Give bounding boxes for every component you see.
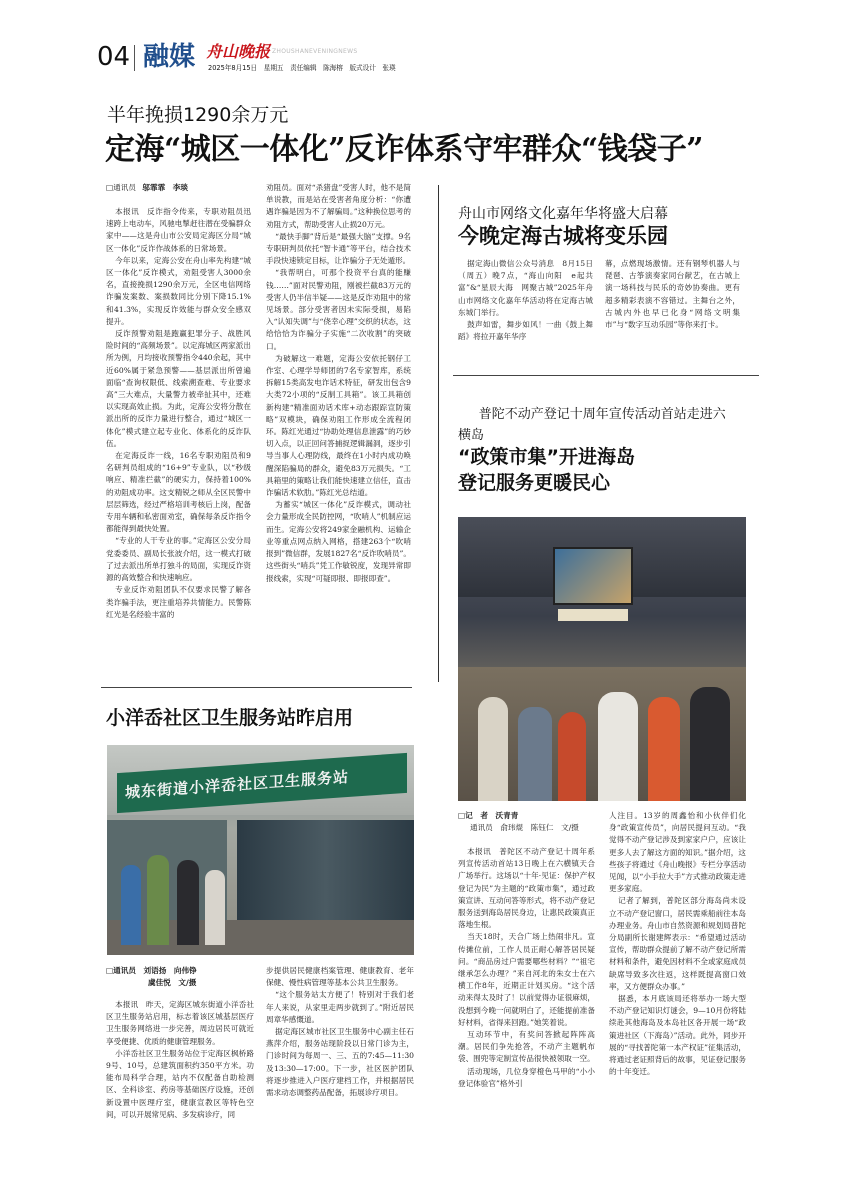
article4-byline-line-1: □通讯员 刘语扬 向伟铮: [106, 966, 197, 975]
article4-byline-line-2: 虞佳悦 文/摄: [148, 978, 197, 987]
person-d: [205, 870, 225, 945]
lead-kicker: 半年挽损1290余万元: [107, 104, 289, 126]
article3-kicker: 普陀不动产登记十周年宣传活动首站走进六横岛: [458, 407, 726, 443]
section-name: 融媒: [143, 42, 196, 72]
article4-col2-para-2: “这个服务站太方便了！特别对于我们老年人来说，从家里走两步就到了。”附近居民周章华感慨道。: [266, 990, 414, 1024]
person-5: [648, 697, 680, 801]
lead-column-1: [106, 206, 251, 621]
lead-col1-para-3: 反诈预警劝阻是跑赢犯罪分子、战胜风险时间的“高频场景”。以定海城区两家派出所为例，月均接收预警指令440余起，其中近60%属于紧急预警——基层派出所曾遍面临“查询权限低、线索溯查难、专业要求高”三大难点，大量警力被牵扯其中，还难以实现高效止损。为此，定海公安将分散在派出所的反诈力量进行整合，通过“城区一体化”模式建立起专业化、体系化的反诈队伍。: [106, 329, 251, 448]
column-divider-vertical: [438, 185, 439, 682]
lead-col2-para-4: 为破解这一难题，定海公安依托钢仔工作室、心理学导师团的7名专家智库，系统拆解15类高发电诈话术特征，研发出包含9大类72小项的“反制工具箱”。该工具箱创新构建“精准面劝话术库+动态跟踪宣防策略”双模块，确保劝阻工作形成全流程闭环。陈红光通过“协助处理信息泄露”的巧妙切入点，以正回问答捕捉逻辑漏洞，逐步引导当事人心理防线，最终在1小时内成功唤醒深陷骗局的群众，避免83万元损失。“工具箱里的策略让我们能快速建立信任，直击诈骗话术软肋。”陈红光总结道。: [266, 353, 411, 498]
article4-headline: 小洋岙社区卫生服务站昨启用: [106, 707, 354, 729]
lead-col1-para-1: 本报讯 反诈指令传来，专职劝阻员迅速跨上电动车，风驰电掣赶往潜在受骗群众家中——这是舟山市公安局定海区分局“城区一体化”反诈作战体系的日常场景。: [106, 207, 251, 253]
article3-byline: [458, 810, 598, 834]
lead-col1-para-2: 今年以来，定海公安在舟山率先构建“城区一体化”反诈模式，劝阻受害人3000余名，直接挽损1290余万元，全区电信网络诈骗发案数、案损数同比分别下降15.1%和41.3%，实现反诈效能与群众安全感双提升。: [106, 255, 251, 326]
lead-byline: [106, 182, 188, 194]
mall-sign: [558, 609, 628, 621]
byline-role: □通讯员: [106, 183, 136, 192]
article4-photo: [107, 745, 414, 955]
person-c: [177, 860, 199, 945]
article3-col2-para-3: 据悉，本月底该局还将举办一场大型不动产登记知识灯谜会，9—10月份将陆续赴其他海岛及本岛社区各开展一场“政策进社区（下海岛）”活动。此外，同步开展的“寻找普陀第一本产权证”征集活动，将通过老证照背后的故事，见证登记服务的十年变迁。: [609, 994, 746, 1077]
person-a: [121, 865, 141, 945]
clinic-sign-text: 城东街道小洋岙社区卫生服务站: [125, 767, 350, 802]
person-2: [518, 707, 552, 801]
person-b: [147, 855, 169, 945]
article2-col1-para-1: 据定海山微信公众号消息 8月15日（周五）晚7点，“海山向阳 e起共富”&“星辰大海 网聚古城”2025年舟山市网络文化嘉年华活动将在定海古城东城门举行。: [458, 259, 593, 317]
glass-doors: [237, 820, 414, 920]
article3-col2-para-2: 记者了解到，普陀区部分海岛尚未设立不动产登记窗口，居民需乘船前往本岛办理业务。舟山市自然资源和规划局普陀分局副所长谢建辉表示：“希望通过活动宣传，帮助群众提前了解不动产登记所需材料和条件，避免因材料不全或家庭成员缺席导致多次往返，这样既提高窗口效率，又方便群众办事。”: [609, 896, 746, 991]
article4-col2-para-3: 据定海区城市社区卫生服务中心副主任石燕萍介绍，服务站现阶段以日常门诊为主，门诊时间为每周一、三、五的7:45—11:30及13:30—17:00。下一步，社区医护团队将逐步推进入户医疗建档工作，并根据居民需求动态调整药品配备，拓展诊疗项目。: [266, 1027, 414, 1098]
lead-col1-para-6: 专业反诈劝阻团队不仅要求民警了解各类诈骗手法，更注重培养共情能力。民警陈红光是名经验丰富的: [106, 585, 251, 619]
article3-photo: [458, 517, 746, 801]
article2-divider: [453, 375, 759, 376]
byline-names: 邬霏霏 李琰: [142, 183, 188, 192]
person-4: [598, 692, 638, 801]
article4-column-1: [106, 999, 254, 1121]
person-6: [690, 687, 730, 801]
article2-column-2: [605, 258, 740, 331]
article3-col1-para-1: 本报讯 普陀区不动产登记十周年系列宣传活动首站13日晚上在六横镇天合广场举行。这场以“十年·见证：保护产权登记为民”为主题的“政策市集”，通过政策宣讲、互动问答等形式，将不动产登记服务送到海岛居民身边，让惠民政策真正落地生根。: [458, 847, 595, 930]
person-3: [558, 712, 586, 801]
article3-col2-para-1: 人注目。13岁的周鑫怡和小伙伴们化身“政策宣传员”，向居民提问互动。“我觉得不动产登记涉及到家家户户，应该让更多人去了解这方面的知识。”据介绍，这些孩子将通过《舟山晚报》专栏分享活动见闻，以“小手拉大手”方式推动政策走进更多家庭。: [609, 811, 746, 894]
paper-logo: 舟山晚报: [206, 42, 271, 61]
lead-col2-para-3: “我帮明白，可那个投资平台真的能赚钱……”面对民警劝阻，刚被拦截83万元的受害人仍半信半疑——这是反诈劝阻中的常见场景。部分受害者因未实际受损，易陷入“认知失调”与“侥幸心理”交织的状态，这给恰恰为诈骗分子实施“二次收割”的突破口。: [266, 268, 411, 351]
article3-byline-line-1: □记 者 沃青青: [458, 811, 519, 820]
lead-col1-para-4: 在定海反诈一线，16名专职劝阻员和9名研判员组成的“16+9”专业队，以“秒级响应、精准拦截”的硬实力，保持着100%的劝阻成功率。这支精锐之师从全区民警中层层筛选，经过严格培训考核后上岗，配备专用车辆和私密面劝室，确保每条反诈指令都能得到最快处置。: [106, 451, 251, 534]
lead-col2-para-5: 为蓄实“城区一体化”反诈模式，调动社会力量形成全民防控网，“吹哨人”机制应运而生。定海公安将249家金融机构、运输企业等重点网点纳入网格，搭建263个“吹哨报到”微信群，发展1827名“反诈吹哨员”。这些街头“哨兵”凭工作敏锐度，发现异常即报线索，实现“可疑即报、即报即查”。: [266, 500, 411, 583]
article3-col1-para-2: 当天18时，天合广场上热闹非凡。宣传摊位前，工作人员正耐心解答居民疑问。“商品房过户需要哪些材料？”“祖宅继承怎么办理？”来自河北的朱女士在六横工作8年，近期正计划买房。“这个活动来得太及时了！以前觉得办证很麻烦，没想到今晚一问就明白了，还能提前准备好材料，省得来回跑。”她笑着说。: [458, 932, 595, 1027]
article3-headline-2: 登记服务更暖民心: [458, 472, 611, 494]
person-1: [478, 697, 508, 801]
article3-column-1: [458, 846, 595, 1090]
article3-col1-para-3: 互动环节中，有奖问答掀起阵阵高潮。居民们争先抢答，不动产主题帆布袋、围兜等定制宣传品很快被领取一空。: [458, 1030, 595, 1064]
article2-col2-para-1: 幕，点燃现场激情。还有钢琴机器人与琵琶、古筝演奏家同台献艺，在古城上演一场科技与民乐的奇妙协奏曲。更有超多精彩表演不容错过。主舞台之外，古城内外也早已化身“网络文明集市”与“数字互动乐园”等你来打卡。: [605, 259, 740, 330]
article3-column-2: [609, 810, 746, 1078]
header-divider-vertical: [134, 45, 135, 71]
page-number: 04: [97, 42, 131, 72]
article2-kicker: 舟山市网络文化嘉年华将盛大启幕: [458, 206, 668, 222]
article3-byline-line-2: 通讯员 俞玮焜 陈钰仁 文/摄: [470, 823, 579, 832]
article4-col1-para-1: 本报讯 昨天，定海区城东街道小洋岙社区卫生服务站启用，标志着该区城基层医疗卫生服务网络进一步完善，周边居民可就近享受便捷、优质的健康管理服务。: [106, 1000, 254, 1046]
article4-col2-para-1: 步提供居民健康档案管理、健康教育、老年保健、慢性病管理等基本公共卫生服务。: [266, 966, 414, 988]
lead-col1-para-5: “专业的人干专业的事。”定海区公安分局党委委员、副局长张波介绍，这一模式打破了过去派出所单打独斗的局面，实现反诈资源的高效整合和快速响应。: [106, 536, 251, 583]
article2-column-1: [458, 258, 593, 343]
paper-english-name: ZHOUSHANEVENINGNEWS: [272, 48, 358, 55]
led-screen: [553, 547, 633, 605]
article2-col1-para-2: 鼓声如雷，舞步如风！一曲《鼓上舞蹈》将拉开嘉年华序: [458, 320, 593, 342]
article3-headline-1: “政策市集”开进海岛: [458, 446, 635, 468]
lead-headline: 定海“城区一体化”反诈体系守牢群众“钱袋子”: [105, 132, 704, 167]
article4-byline: [106, 965, 254, 989]
article2-headline: 今晚定海古城将变乐园: [458, 224, 668, 248]
lead-col2-para-1: 劝阻员。面对“杀猪盘”受害人时，他不是简单说教，而是站在受害者角度分析：“你遭遇诈骗是因为不了解骗局。”这种换位思考的劝阻方式，帮助受害人止损20万元。: [266, 183, 411, 229]
date-editor-line: 2025年8月15日 星期五 责任编辑 陈海榕 版式设计 张瑛: [208, 64, 396, 72]
article4-column-2: [266, 965, 414, 1099]
article3-col1-para-4: 活动现场，几位身穿橙色马甲的“小小登记体验官”格外引: [458, 1066, 595, 1088]
article4-col1-para-2: 小洋岙社区卫生服务站位于定海区枫桥路9号、10号，总建筑面积约350平方米。功能布局科学合理，站内不仅配备自助检测区、全科诊室、药房等基础医疗设施，还创新设置中医理疗室，健康宣教区等特色空间，可以开展常见病、多发病诊疗，同: [106, 1048, 254, 1119]
article4-divider: [101, 687, 412, 688]
lead-col2-para-2: “最快手脚”背后是“最强大脑”支撑。9名专职研判员依托“智卡通”等平台，结合技术手段快速锁定目标，让诈骗分子无处遁形。: [266, 231, 411, 266]
lead-column-2: [266, 182, 411, 585]
